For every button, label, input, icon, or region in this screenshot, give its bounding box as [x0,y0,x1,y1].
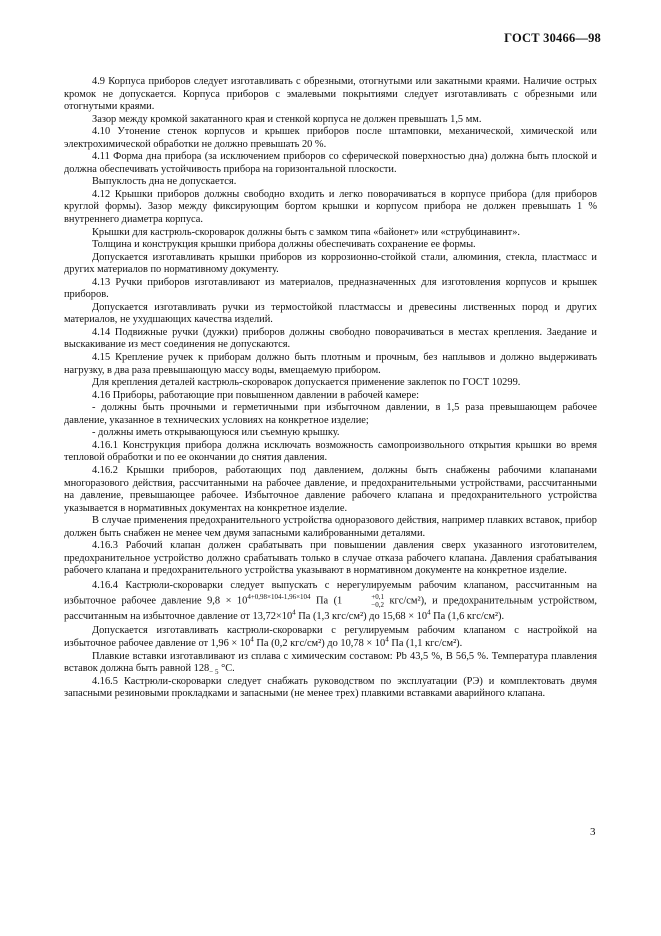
paragraph: В случае применения предохранительного устройства одноразового действия, например плавких вставок, прибор должен быть снабжен не менее чем двумя запасными калиброванными деталями. [64,515,597,539]
paragraph: 4.10 Утонение стенок корпусов и крышек приборов после штамповки, механической, химической или электрохимической обработки не должно превышать 20 %. [64,126,597,150]
paragraph: 4.16.2 Крышки приборов, работающих под давлением, должны быть снабжены рабочими клапанами многоразового действия, рассчитанными на рабочее давление, и предохранительными устройствами, рассчитанными на давление, превышающее рабочее. Избыточное давление рабочего клапана и предохранительного устройства указывается в нормативных документах на конкретное изделие. [64,464,597,514]
paragraph: 4.12 Крышки приборов должны свободно входить и легко поворачиваться в корпусе прибора (для приборов круглой формы). Зазор между фиксирующим бортом крышки и корпусом прибора не должен превышать 1 % внутреннего диаметра корпуса. [64,188,597,226]
paragraph: Допускается изготавливать крышки приборов из коррозионно-стойкой стали, алюминия, стекла, пластмасс и других материалов по нормативному документу. [64,251,597,276]
paragraph-adjustable: Допускается изготавливать кастрюли-скороварки с регулируемым рабочим клапаном с настройкой на избыточное рабочее давление от $1,96 \times 10^4$ Па (0,2 кгс/см²) до $10,78 \times 10^4$ Па (1,1 кгс/см²). [64,624,597,650]
paragraph-pressure-cooker: 4.16.4 Кастрюли-скороварки следует выпускать с нерегулируемым рабочим клапаном, рассчитанным на избыточное рабочее давление $9,8 \times 10^{4+0,98\times 104-1,96\times 104}$ Па (1 +0,1 −0,2 кгс/см²), и предохранительным устройством, рассчитанным на избыточное давление от $13,72\times 10^4$ Па (1,3 кгс/см²) до $15,68 \times 10^4$ Па (1,6 кгс/см²). [64,579,597,622]
paragraph: 4.16.3 Рабочий клапан должен срабатывать при повышении давления сверх указанного изготовителем, предохранительное устройство должно срабатывать только в случае отказа рабочего клапана. Давления срабатывания рабочего клапана и предохранительного устройства указывают в нормативном документе на конкретное изделие. [64,540,597,577]
paragraph: Выпуклость дна не допускается. [92,176,237,188]
paragraph: 4.9 Корпуса приборов следует изготавливать с обрезными, отогнутыми или закатными краями. Наличие острых кромок не допускается. Корпуса приборов с эмалевыми покрытиями следует изготавливать с обрезными или отогнутыми краями. [64,76,597,113]
paragraph: Крышки для кастрюль-скороварок должны быть с замком типа «байонет» или «струбцинавинт». [92,226,521,238]
page-number: 3 [590,826,596,838]
paragraph: 4.16.1 Конструкция прибора должна исключать возможность самопроизвольного открытия крышки во время тепловой обработки и по ее окончании до снятия давления. [64,439,597,464]
paragraph: Для крепления деталей кастрюль-скороварок допускается применение заклепок по ГОСТ 10299. [92,377,521,389]
paragraph: 4.14 Подвижные ручки (дужки) приборов должны свободно поворачиваться в местах крепления. Заедание и выскакивание из мест соединения не допускаются. [64,326,597,351]
paragraph: 4.16 Приборы, работающие при повышенном давлении в рабочей камере: [92,389,419,401]
paragraph: Допускается изготавливать ручки из термостойкой пластмассы и древесины лиственных пород и других материалов, не ухудшающих качества изделий. [64,301,597,326]
list-item: - должны быть прочными и герметичными при избыточном давлении, в 1,5 раза превышающем рабочее давление, указанное в технических условиях на конкретное изделие; [64,402,597,426]
list-item: - должны иметь открывающуюся или съемную крышку. [92,427,340,439]
paragraph: 4.13 Ручки приборов изготавливают из материалов, предназначенных для изготовления корпусов и крышек приборов. [64,276,597,301]
paragraph: 4.11 Форма дна прибора (за исключением приборов со сферической поверхностью дна) должна быть плоской и должна обеспечивать устойчивость прибора на горизонтальной плоскости. [64,151,597,175]
paragraph: 4.15 Крепление ручек к приборам должно быть плотным и прочным, без наплывов и должно выдерживать нагрузку, в два раза превышающую массу воды, вмещаемую прибором. [64,352,597,376]
document-body [64,76,597,701]
document-header: ГОСТ 30466—98 [504,31,601,45]
paragraph-alloy: Плавкие вставки изготавливают из сплава с химическим составом: Pb 43,5 %, В 56,5 %. Температура плавления вставок должна быть равной $128_{- 5}$ °С. [64,650,597,677]
tolerance: +0,1 −0,2 [371,592,384,609]
paragraph: Зазор между кромкой закатанного края и стенкой корпуса не должен превышать 1,5 мм. [92,113,482,125]
paragraph: Толщина и конструкция крышки прибора должны обеспечивать сохранение ее формы. [92,239,476,251]
paragraph: 4.16.5 Кастрюли-скороварки следует снабжать руководством по эксплуатации (РЭ) и комплектовать двумя запасными резиновыми прокладками и запасными (не менее трех) плавкими вставками аварийного клапана. [64,675,597,700]
